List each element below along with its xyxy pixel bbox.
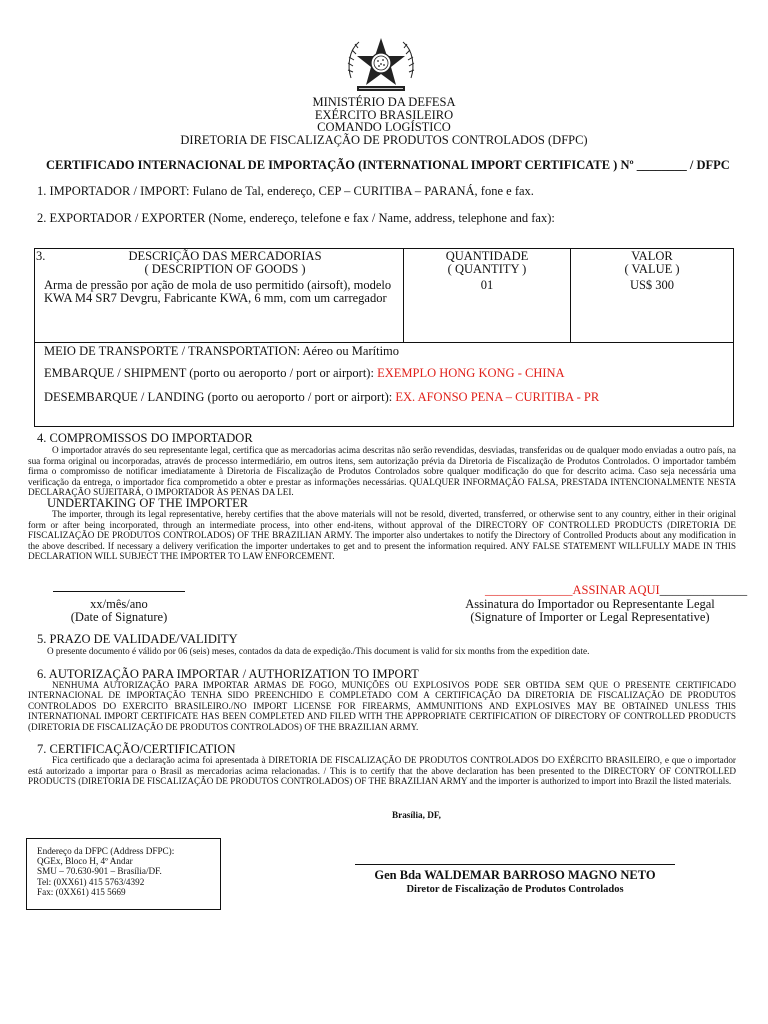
section-4-text-en: The importer, through its legal representative, hereby certifies that the above materials will not be resold, diverted, transferred, or otherwise sent to any country, either in their original form or after being incorporated, through an intermediate process, into other end-itens, without approval of the DIRECTORY OF CONTROLLED PRODUCTS (DIRETORIA DE FISCALIZAÇÃO DE PRODUTOS CONTROLADOS) OF THE BRAZILIAN ARMY. The importer also undertakes to notify the Directory of Controlled Products about any modification in the above described. If necessary a delivery verification the importer undertakes to get and to present the information required. ANY FALSE STATEMENT WILLFULLY MADE IN THIS DECLARATION WILL SUBJECT THE IMPORTER TO LAW ENFORCEMENT. bbox=[28, 509, 736, 562]
date-signature-line bbox=[53, 591, 185, 592]
description-header-en: ( DESCRIPTION OF GOODS ) bbox=[144, 261, 306, 276]
section-4-title: 4. COMPROMISSOS DO IMPORTADOR bbox=[37, 431, 253, 445]
sign-here-text: ASSINAR AQUI bbox=[572, 583, 660, 597]
item-quantity: 01 bbox=[480, 278, 494, 292]
landing-line bbox=[44, 391, 599, 404]
transport-line: MEIO DE TRANSPORTE / TRANSPORTATION: Aéreo ou Marítimo bbox=[44, 344, 400, 358]
shipment-label: EMBARQUE / SHIPMENT (porto ou aeroporto / port or airport): bbox=[44, 366, 378, 380]
description-header bbox=[75, 250, 375, 275]
value-header bbox=[571, 250, 733, 275]
signer-label-en: (Signature of Importer or Legal Representative) bbox=[470, 610, 710, 624]
section-6-text: NENHUMA AUTORIZAÇÃO PARA IMPORTAR ARMAS DE FOGO, MUNIÇÕES OU EXPLOSIVOS PODE SER OBTIDA SEM QUE O PRESENTE CERTIFICADO INTERNACIONAL DE IMPORTAÇÃO TENHA SIDO PREENCHIDO E COMPLETADO COM A CERTIFICAÇÃO DA DIRETORIA DE FISCALIZAÇÃO DE PRODUTOS CONTROLADOS DO EXERCITO BRASILEIRO./NO IMPORT LICENSE FOR FIREARMS, AMMUNITIONS AND EXPLOSIVES MAY BE OBTAINED UNLESS THIS INTERNATIONAL IMPORT CERTIFICATE HAS BEEN COMPLETED AND FILED WITH THE APPROPRIATE CERTIFICATION OF DIRECTORY OF CONTROLLED PRODUCTS (DIRETORIA DE FISCALIZAÇÃO DE PRODUTOS CONTROLADOS) OF THE BRAZILIAN ARMY. bbox=[28, 680, 736, 732]
address-line-5: Fax: (0XX61) 415 5669 bbox=[37, 886, 126, 897]
item-description bbox=[44, 279, 404, 304]
director-name: Gen Bda WALDEMAR BARROSO MAGNO NETO bbox=[374, 868, 656, 882]
place-date: Brasília, DF, bbox=[392, 810, 441, 820]
sign-here-prefix: ______________ bbox=[485, 583, 573, 597]
signer-label-pt: Assinatura do Importador ou Representante Legal bbox=[465, 597, 715, 611]
director-signature-line bbox=[355, 864, 675, 865]
section-5-text: O presente documento é válido por 06 (seis) meses, contados da data de expedição./This document is valid for six months from the expedition date. bbox=[47, 646, 590, 656]
date-label: (Date of Signature) bbox=[70, 610, 168, 624]
importer-line: 1. IMPORTADOR / IMPORT: Fulano de Tal, endereço, CEP – CURITIBA – PARANÁ, fone e fax. bbox=[37, 184, 534, 198]
item-description-line-2: KWA M4 SR7 Devgru, Fabricante KWA, 6 mm, com um carregador bbox=[44, 290, 387, 305]
quantity-header bbox=[404, 250, 570, 275]
quantity-header-pt: QUANTIDADE bbox=[445, 249, 529, 263]
section-5-title: 5. PRAZO DE VALIDADE/VALIDITY bbox=[37, 632, 238, 646]
address-line-3: SMU – 70.630-901 – Brasília/DF. bbox=[37, 866, 162, 877]
shipment-value: EXEMPLO HONG KONG - CHINA bbox=[377, 366, 565, 380]
document-header bbox=[0, 96, 768, 146]
landing-label: DESEMBARQUE / LANDING (porto ou aeroporto / port or airport): bbox=[44, 390, 396, 404]
address-line-1: Endereço da DFPC (Address DFPC): bbox=[37, 846, 175, 856]
description-header-pt: DESCRIÇÃO DAS MERCADORIAS bbox=[128, 249, 322, 263]
landing-value: EX. AFONSO PENA – CURITIBA - PR bbox=[395, 390, 600, 404]
director-title: Diretor de Fiscalização de Produtos Controlados bbox=[406, 884, 624, 895]
section-4-text-pt: O importador através do seu representante legal, certifica que as mercadorias acima descritas não serão revendidas, desviadas, transferidas ou de qualquer modo enviadas a outro país, na sua forma original ou incorporadas, através de processo intermediário, em outros itens, sem autorização prévia da Diretoria de Fiscalização de Produtos Controlados. O importador também firma o compromisso de notificar imediatamente à Diretoria de Fiscalização de Produtos Controlados sobre qualquer modificação do que for descrito acima. Caso seja necessária uma verificação da entrega, o importador fica comprometido a obter e prestar as informações necessárias. QUALQUER INFORMAÇÃO FALSA, PRESTADA INTENCIONALMENTE NESTA DECLARAÇÃO SUJEITARÁ, O IMPORTADOR ÀS PENAS DA LEI. bbox=[28, 445, 736, 498]
item-value: US$ 300 bbox=[629, 278, 675, 292]
ministry-line: MINISTÉRIO DA DEFESA bbox=[312, 95, 456, 109]
goods-table bbox=[34, 248, 734, 427]
shipment-line bbox=[44, 367, 565, 380]
exporter-line: 2. EXPORTADOR / EXPORTER (Nome, endereço, telefone e fax / Name, address, telephone and fax): bbox=[37, 211, 555, 225]
army-line: EXÉRCITO BRASILEIRO bbox=[314, 107, 454, 122]
value-header-pt: VALOR bbox=[631, 249, 673, 263]
sign-here-suffix: ______________ bbox=[659, 583, 748, 597]
section-7-title: 7. CERTIFICAÇÃO/CERTIFICATION bbox=[37, 742, 236, 756]
address-line-4: Tel: (0XX61) 415 5763/4392 bbox=[37, 876, 145, 887]
address-line-2: QGEx, Bloco H, 4º Andar bbox=[37, 856, 133, 867]
directorate-line: DIRETORIA DE FISCALIZAÇÃO DE PRODUTOS CONTROLADOS (DFPC) bbox=[180, 132, 588, 147]
coat-of-arms-icon bbox=[343, 36, 419, 94]
address-box bbox=[26, 838, 221, 910]
section-7-text: Fica certificado que a declaração acima foi apresentada à DIRETORIA DE FISCALIZAÇÃO DE PRODUTOS CONTROLADOS DO EXÉRCITO BRASILEIRO, e que o importador está autorizado a importar para o Brasil as mercadorias acima relacionadas. / This is to certify that the above declaration has been presented to the DIRECTORY OF CONTROLLED PRODUCTS (DIRETORIA DE FISCALIZAÇÃO DE PRODUTOS CONTROLADOS) OF THE BRAZILIAN ARMY and the importer is authorized to import into Brazil the listed materials. bbox=[28, 755, 736, 787]
section-4-subtitle: UNDERTAKING OF THE IMPORTER bbox=[47, 496, 249, 510]
section-6-title: 6. AUTORIZAÇÃO PARA IMPORTAR / AUTHORIZATION TO IMPORT bbox=[37, 667, 419, 681]
item-description-line-1: Arma de pressão por ação de mola de uso permitido (airsoft), modelo bbox=[44, 278, 392, 292]
command-line: COMANDO LOGÍSTICO bbox=[317, 120, 451, 134]
date-placeholder: xx/mês/ano bbox=[90, 597, 148, 611]
section-number: 3. bbox=[36, 249, 46, 263]
certificate-title: CERTIFICADO INTERNACIONAL DE IMPORTAÇÃO (INTERNATIONAL IMPORT CERTIFICATE ) Nº ________ / DFPC bbox=[46, 158, 730, 172]
quantity-header-en: ( QUANTITY ) bbox=[447, 261, 527, 276]
value-header-en: ( VALUE ) bbox=[624, 261, 680, 276]
sign-here-line bbox=[485, 583, 748, 598]
